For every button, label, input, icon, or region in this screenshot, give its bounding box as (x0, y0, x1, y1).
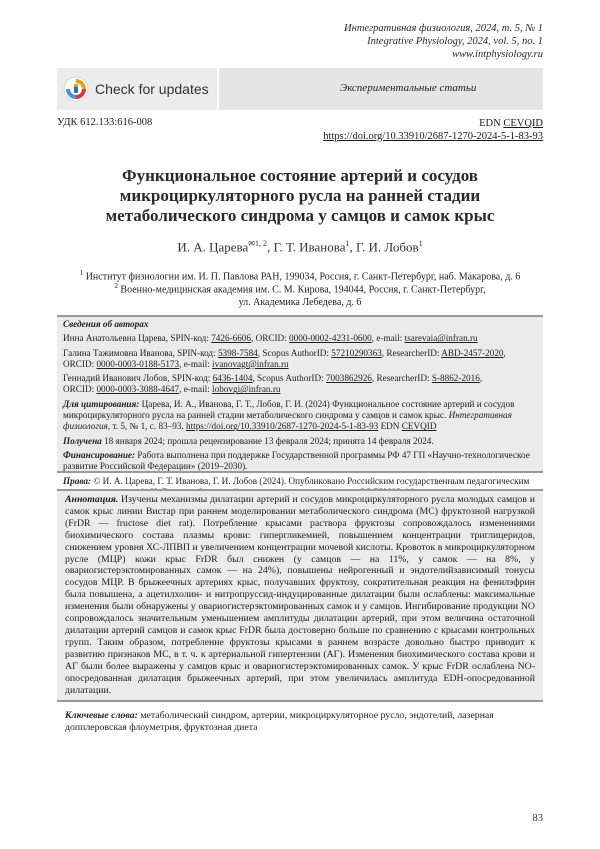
received-text: 18 января 2024; прошла рецензирование 13 февраля 2024; принята 14 февраля 2024. (101, 435, 434, 446)
author-record: Галина Тажимовна Иванова, SPIN-код: 5398-7584, Scopus AuthorID: 57210290363, ResearcherID: ABD-2457-2020, ORCID: 0000-0003-0188-5173, e-mail: ivanovagt@infran.ru (63, 347, 506, 369)
citation-doi-link[interactable]: https://doi.org/10.33910/2687-1270-2024-5-1-83-93 (186, 421, 379, 432)
funding (63, 450, 537, 473)
author-record-text: Галина Тажимовна Иванова, SPIN-код: (63, 347, 218, 358)
title-line: метаболического синдрома у самцов и самок крыс (105, 206, 495, 225)
author-record-text: Инна Анатольевна Царева, SPIN-код: (63, 333, 212, 344)
citation-text: т. 5, № 1, с. 83–93. (110, 421, 187, 432)
citation-edn-link[interactable]: CEVQID (401, 421, 437, 432)
citation-label: Для цитирования: (63, 398, 140, 409)
spin-link[interactable]: 7426-6606 (211, 333, 251, 344)
author-sup: 1 (418, 239, 423, 248)
journal-site-link[interactable]: www.intphysiology.ru (452, 49, 543, 60)
abstract-label: Аннотация. (65, 494, 119, 505)
edn-doi-block (323, 117, 543, 143)
journal-line-ru: Интегративная физиология, 2024, т. 5, № 1 (344, 23, 543, 34)
author-name: Г. И. Лобов (355, 239, 419, 255)
author-record-text: , e-mail: (179, 384, 213, 395)
author-info-box (57, 315, 543, 486)
udk-code: УДК 612.133:616-008 (57, 117, 153, 128)
affiliation-line: Военно-медицинская академия им. С. М. Кирова, 194044, Россия, г. Санкт-Петербург, (120, 284, 486, 296)
received-label: Получена (63, 435, 102, 446)
title-line: Функциональное состояние артерий и сосудов (122, 166, 478, 185)
author-record-text: ORCID: (63, 384, 97, 395)
author-record-text: , ResearcherID: (371, 373, 432, 384)
abstract-box (57, 489, 543, 702)
author-record-text: Геннадий Иванович Лобов, SPIN-код: (63, 373, 213, 384)
edn-prefix: EDN (479, 118, 501, 129)
rights-label: Права: (63, 475, 92, 486)
citation-text: EDN (378, 421, 402, 432)
affiliation-sup: 2 (114, 282, 118, 290)
affiliation-line: Институт физиологии им. И. П. Павлова РАН, 199034, Россия, г. Санкт-Петербург, наб. Макарова, д. 6 (85, 271, 521, 283)
citation-text: Царева, И. А., Иванова, Г. Т., Лобов, Г. И. (2024) Функциональное состояние артерий и сосудов микроциркуляторного русла на ранней стадии метаболического синдрома у самцов и самок крыс. (63, 398, 515, 421)
researcherid-link[interactable]: ABD-2457-2020 (441, 347, 504, 358)
received-dates (63, 436, 537, 447)
page-number: 83 (532, 813, 543, 824)
author-name: Г. Т. Иванова (273, 239, 346, 255)
section-label: Экспериментальные статьи (340, 82, 477, 94)
affiliation-sup: 1 (79, 269, 84, 277)
keywords-label: Ключевые слова: (65, 710, 138, 721)
author-record-text: , e-mail: (179, 358, 213, 369)
author-record: Геннадий Иванович Лобов, SPIN-код: 6436-1404, Scopus AuthorID: 7003862926, ResearcherID: S-8862-2016, ORCID: 0000-0003-3088-4647, e-mail: lobovgi@infran.ru (63, 373, 483, 395)
author-list: И. А. Царева$^{✉1, 2}$, Г. Т. Иванова$^1$, Г. И. Лобов$^1$ (177, 239, 423, 255)
author-record-text: , Scopus AuthorID: (252, 373, 326, 384)
scopus-link[interactable]: 7003862926 (325, 373, 372, 384)
rights-text: © И. А. Царева, Г. Т. Иванова, Г. И. Лобов (2024). Опубликовано Российским государственным педагогическим (93, 475, 530, 486)
author-record-text: , Scopus AuthorID: (257, 347, 332, 358)
journal-header (344, 22, 543, 61)
article-title (57, 166, 543, 226)
edn-line (323, 117, 543, 130)
spin-link[interactable]: 5398-7584 (217, 347, 258, 358)
researcherid-link[interactable]: S-8862-2016 (431, 373, 480, 384)
abstract-text: Изучены механизмы дилатации артерий и сосудов микроциркуляторного русла молодых самцов и самок крыс линии Вистар при раннем моделировании метаболического синдрома (МС) фруктозной нагрузкой (FrDR — fructose diet rat). Потребление крысами раствора фруктозы сопровождалось изменениями биохимического состава плазмы крови: гипергликемией, повышением концентрации триглицеридов, снижением уровня ХС-ЛПВП и увеличением концентрации мочевой кислоты. Кровоток в микроциркуляторном русле (МЦР) кожи крыс FrDR был снижен (у самцов — на 11%, у самок — на 8%, у овариогистерэктомированных самок — на 24%), повышены нейрогенный и эндотелийзависимый тонусы сосудов МЦР. В брыжеечных артериях крыс, получавших фруктозу, сократительная реакция на фенилэфрин была повышена, а ацетилхолин- и нитропруссид-индуцированные дилатации были ослаблены: максимальные изменения были обнаружены у овариогистерэктомированных самок и у самцов. Ингибирование продукции NO сопровождалось значительным уменьшением амплитуды дилатации артерий, при этом величина остаточной дилатации артерий самцов и самок крыс FrDR была достоверно больше по сравнению с крысами контрольных групп. Таким образом, потребление фруктозы крысами в раннем возрасте довольно быстро приводит к развитию признаков МС, в т. ч. к артериальной гипертензии (АГ). Изменения биохимического состава крови и АГ были более выражены у самцов крыс и овариогистерэктомированных самок. У крыс FrDR ослаблена NO-опосредованная дилатация брыжеечных артерий, при этом увеличилась амплитуда EDH-опосредованной дилатации. (65, 494, 535, 696)
funding-text: Работа выполнена при поддержке Государственной программы РФ 47 ГП «Научно-технологическое развитие Российской Федерации» (2019–2030). (63, 449, 530, 472)
author-record-text: , ORCID: (251, 333, 290, 344)
check-for-updates-label: Check for updates (95, 81, 209, 97)
author-sup: 1 (345, 239, 350, 248)
author-record (63, 333, 537, 344)
edn-link[interactable]: CEVQID (503, 118, 543, 129)
title-line: микроциркуляторного русла на ранней стадии (119, 186, 481, 205)
citation (63, 399, 537, 433)
funding-label: Финансирование: (63, 449, 136, 460)
orcid-link[interactable]: 0000-0003-3088-4647 (96, 384, 180, 395)
citation-journal: Интегративная физиология, (63, 410, 512, 432)
affiliation-2 (57, 280, 543, 309)
author-record-text: , e-mail: (371, 333, 405, 344)
email-link[interactable]: lobovgi@infran.ru (212, 384, 281, 395)
author-sup: ✉1, 2 (248, 239, 267, 248)
author-record-text: , ResearcherID: (381, 347, 442, 358)
scopus-link[interactable]: 57210290363 (331, 347, 382, 358)
check-for-updates-icon (63, 76, 89, 102)
authors-info-heading: Сведения об авторах (63, 319, 149, 329)
keywords (57, 710, 543, 734)
check-for-updates-button[interactable] (57, 68, 219, 110)
journal-line-en: Integrative Physiology, 2024, vol. 5, no. 1 (367, 36, 543, 47)
affiliation-line: ул. Академика Лебедева, д. 6 (238, 296, 362, 308)
author-record-text: ORCID: (63, 358, 97, 369)
email-link[interactable]: tsarevaia@infran.ru (404, 333, 478, 344)
spin-link[interactable]: 6436-1404 (212, 373, 253, 384)
author-name: И. А. Царева (177, 239, 249, 255)
doi-link[interactable]: https://doi.org/10.33910/2687-1270-2024-5-1-83-93 (323, 131, 543, 142)
orcid-link[interactable]: 0000-0002-4231-0600 (289, 333, 372, 344)
header-band (57, 68, 543, 110)
orcid-link[interactable]: 0000-0003-0188-5173 (96, 358, 180, 369)
keywords-text: метаболический синдром, артерии, микроциркуляторное русло, эндотелий, лазерная допплеровская флоуметрия, фруктозная диета (65, 710, 494, 733)
email-link[interactable]: ivanovagt@infran.ru (212, 358, 289, 369)
